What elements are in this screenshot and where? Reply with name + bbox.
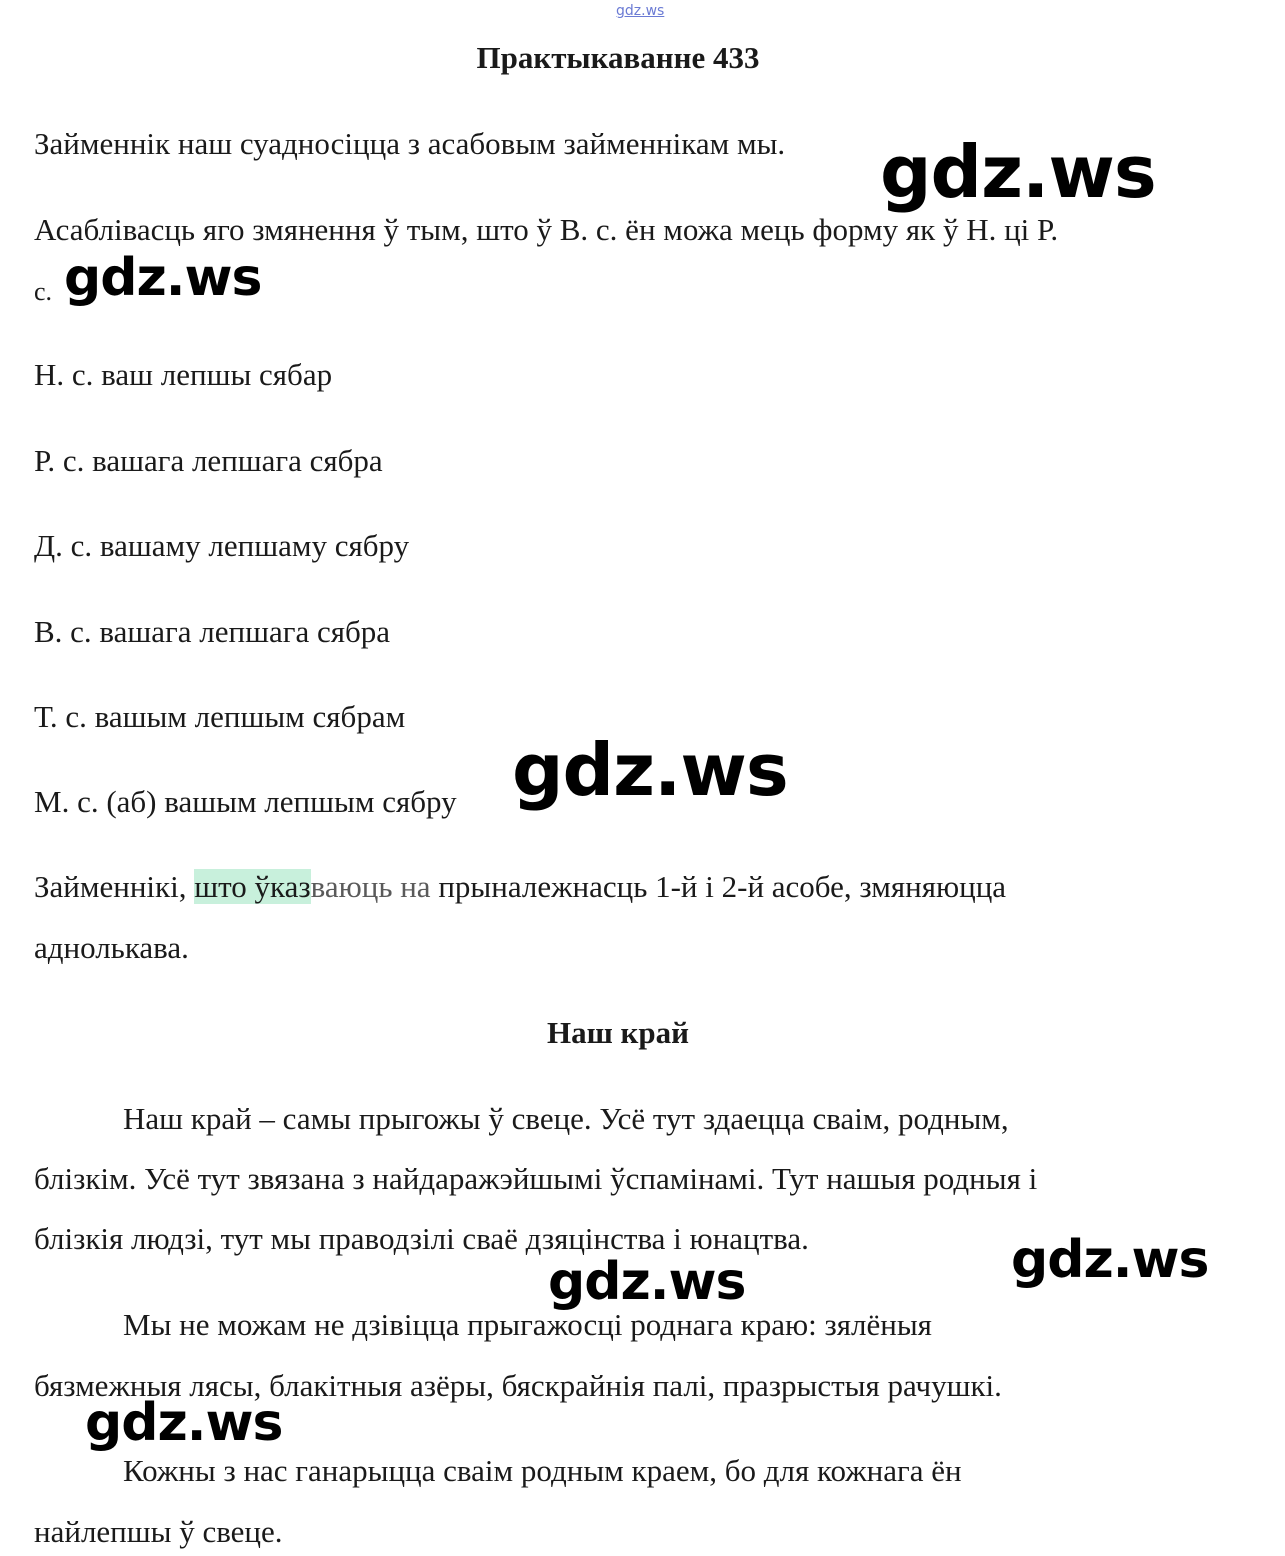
essay-line-3: блізкія людзі, тут мы праводзілі сваё дзяцінства і юнацтва. [34, 1221, 809, 1256]
essay-line-7: найлепшы ў свеце. [34, 1514, 283, 1549]
essay-line-6: Кожны з нас ганарыцца сваім родным краем, бо для кожнага ён [123, 1453, 962, 1488]
conclusion-part-2: ваюць на [310, 869, 439, 904]
declension-dative: Д. с. вашаму лепшаму сябру [34, 528, 410, 563]
declension-genitive: Р. с. вашага лепшага сябра [34, 443, 383, 478]
watermark-1: gdz.ws [880, 130, 1156, 214]
essay-line-5: бязмежныя лясы, блакітныя азёры, бяскрайнія палі, празрыстыя рачушкі. [34, 1368, 1002, 1403]
declension-nominative: Н. с. ваш лепшы сябар [34, 357, 333, 392]
conclusion-part-3: прыналежнасць 1-й і 2-й асобе, змяняюцца [438, 869, 1007, 904]
declension-accusative: В. с. вашага лепшага сябра [34, 614, 391, 649]
watermark-3: gdz.ws [512, 728, 788, 812]
conclusion-line-2: аднолькава. [34, 930, 189, 965]
watermark-4: gdz.ws [1011, 1230, 1209, 1290]
paragraph-2-line-2: с. [34, 277, 53, 306]
essay-line-1: Наш край – самы прыгожы ў свеце. Усё тут здаецца сваім, родным, [123, 1101, 1009, 1136]
declension-instrumental: Т. с. вашым лепшым сябрам [34, 699, 406, 734]
conclusion-line-1 [34, 869, 1006, 905]
conclusion-part-1: Займеннікі, [34, 869, 195, 904]
watermark-2: gdz.ws [64, 248, 262, 308]
paragraph-2-line-1: Асаблівасць яго змянення ў тым, што ў В. с. ён можа мець форму як ў Н. ці Р. [34, 212, 1059, 247]
watermark-6: gdz.ws [85, 1393, 283, 1453]
essay-line-2: блізкім. Усё тут звязана з найдаражэйшымі ўспамінамі. Тут нашыя родныя і [34, 1161, 1038, 1196]
essay-title: Наш край [547, 1015, 689, 1050]
paragraph-1: Займеннік наш суадносіцца з асабовым займеннікам мы. [34, 126, 786, 161]
page-title: Практыкаванне 433 [476, 40, 760, 75]
essay-line-4: Мы не можам не дзівіцца прыгажосці роднага краю: зялёныя [123, 1307, 932, 1342]
watermark-5: gdz.ws [548, 1252, 746, 1312]
watermark-top-link[interactable]: gdz.ws [616, 3, 665, 19]
highlighted-text: што ўказ [194, 869, 311, 904]
declension-prepositional: М. с. (аб) вашым лепшым сябру [34, 784, 457, 819]
